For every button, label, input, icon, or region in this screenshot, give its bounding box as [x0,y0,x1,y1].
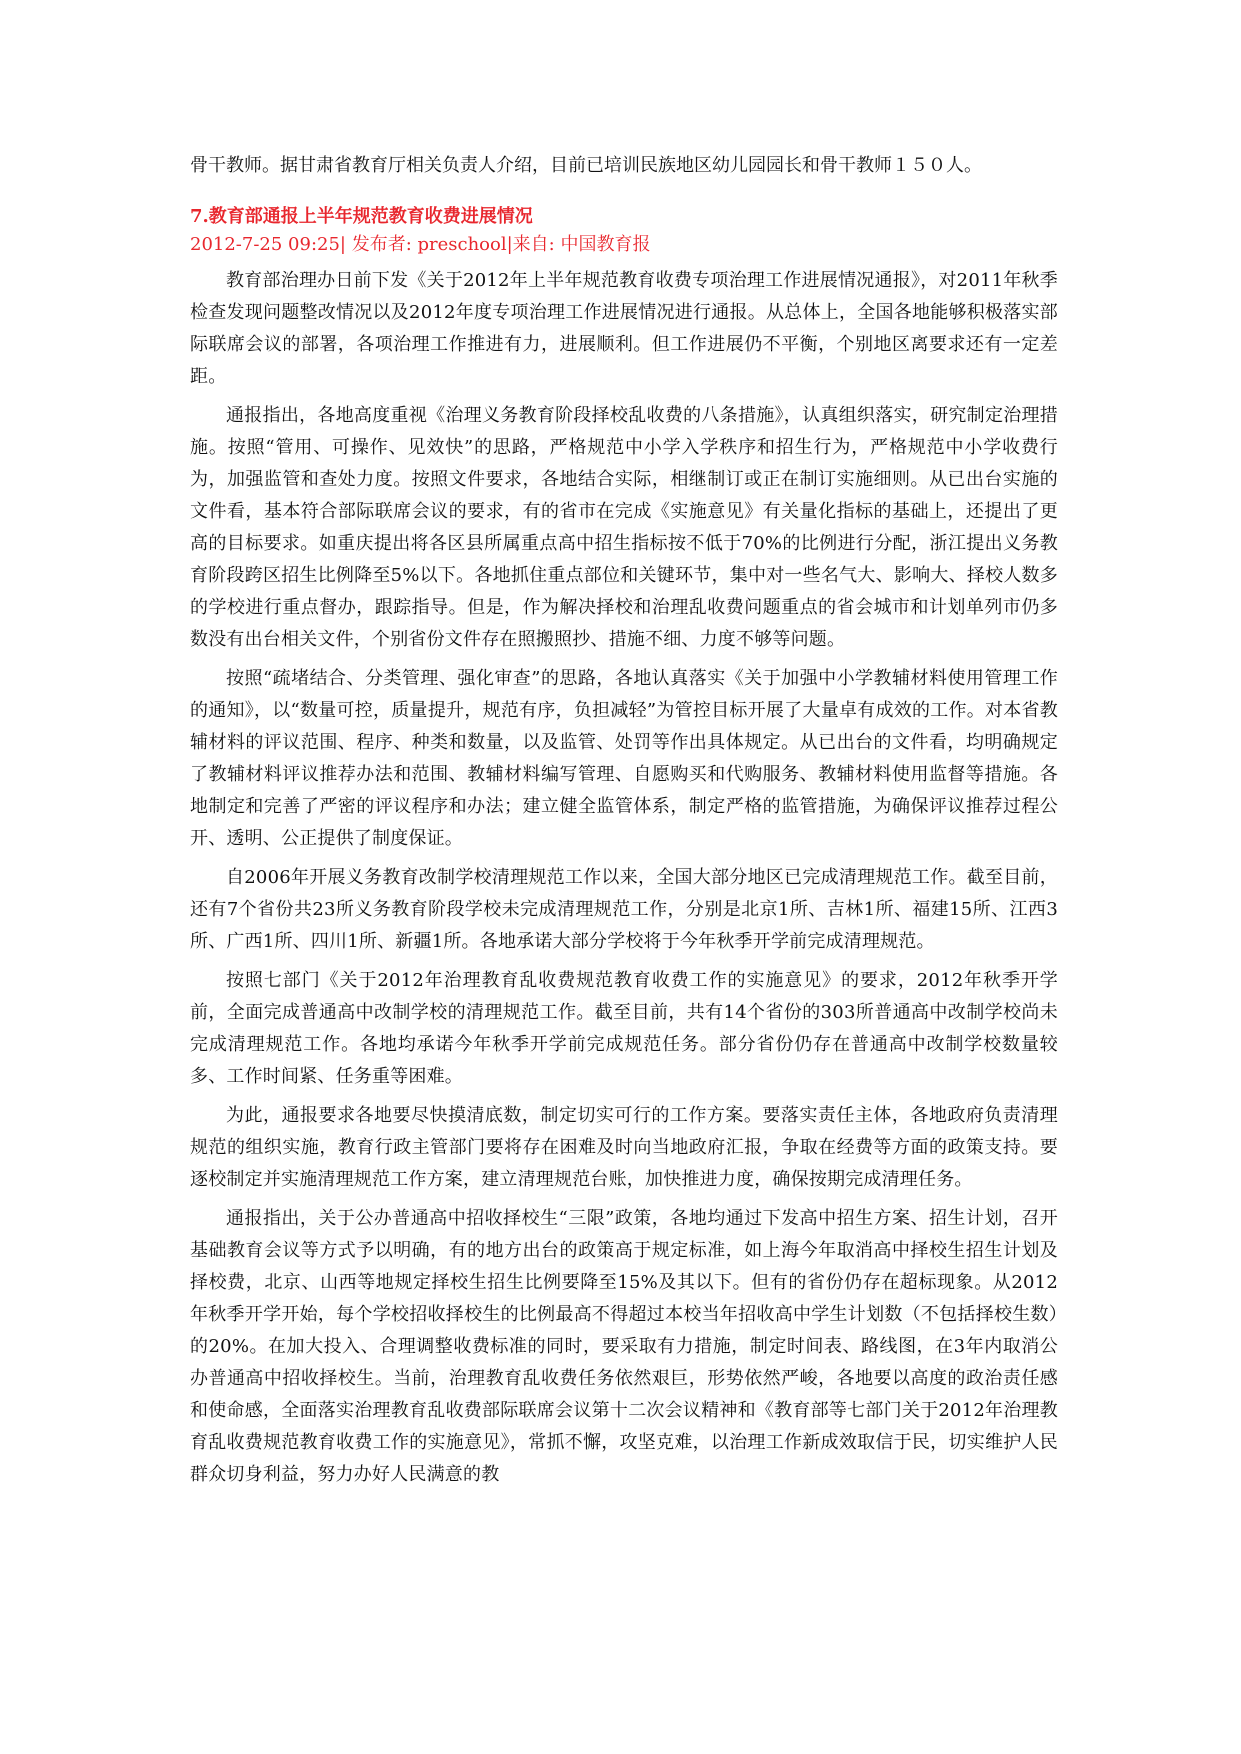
article-title: 7.教育部通报上半年规范教育收费进展情况 [190,206,533,227]
article-paragraph: 为此，通报要求各地要尽快摸清底数，制定切实可行的工作方案。要落实责任主体，各地政府负责清理规范的组织实施，教育行政主管部门要将存在困难及时向当地政府汇报，争取在经费等方面的政策支持。要逐校制定并实施清理规范工作方案，建立清理规范台账，加快推进力度，确保按期完成清理任务。 [190,1105,1058,1190]
lead-paragraph: 骨干教师。据甘肃省教育厅相关负责人介绍，目前已培训民族地区幼儿园园长和骨干教师１５０人。 [190,155,982,176]
document-page [190,150,1058,1498]
article-paragraph: 通报指出，关于公办普通高中招收择校生“三限”政策，各地均通过下发高中招生方案、招生计划，召开基础教育会议等方式予以明确，有的地方出台的政策高于规定标准，如上海今年取消高中择校生招生计划及择校费，北京、山西等地规定择校生招生比例要降至15%及其以下。但有的省份仍存在超标现象。从2012年秋季开学开始，每个学校招收择校生的比例最高不得超过本校当年招收高中学生计划数（不包括择校生数）的20%。在加大投入、合理调整收费标准的同时，要采取有力措施，制定时间表、路线图，在3年内取消公办普通高中招收择校生。当前，治理教育乱收费任务依然艰巨，形势依然严峻，各地要以高度的政治责任感和使命感，全面落实治理教育乱收费部际联席会议第十二次会议精神和《教育部等七部门关于2012年治理教育乱收费规范教育收费工作的实施意见》，常抓不懈，攻坚克难，以治理工作新成效取信于民，切实维护人民群众切身利益，努力办好人民满意的教 [190,1208,1058,1485]
article-paragraph: 按照“疏堵结合、分类管理、强化审查”的思路，各地认真落实《关于加强中小学教辅材料使用管理工作的通知》，以“数量可控，质量提升，规范有序，负担减轻”为管控目标开展了大量卓有成效的工作。对本省教辅材料的评议范围、程序、种类和数量，以及监管、处罚等作出具体规定。从已出台的文件看，均明确规定了教辅材料评议推荐办法和范围、教辅材料编写管理、自愿购买和代购服务、教辅材料使用监督等措施。各地制定和完善了严密的评议程序和办法；建立健全监管体系，制定严格的监管措施，为确保评议推荐过程公开、透明、公正提供了制度保证。 [190,668,1058,849]
article-paragraph: 教育部治理办日前下发《关于2012年上半年规范教育收费专项治理工作进展情况通报》，对2011年秋季检查发现问题整改情况以及2012年度专项治理工作进展情况进行通报。从总体上，全国各地能够积极落实部际联席会议的部署，各项治理工作推进有力，进展顺利。但工作进展仍不平衡，个别地区离要求还有一定差距。 [190,270,1058,387]
article-paragraph: 通报指出，各地高度重视《治理义务教育阶段择校乱收费的八条措施》，认真组织落实，研究制定治理措施。按照“管用、可操作、见效快”的思路，严格规范中小学入学秩序和招生行为，严格规范中小学收费行为，加强监管和查处力度。按照文件要求，各地结合实际，相继制订或正在制订实施细则。从已出台实施的文件看，基本符合部际联席会议的要求，有的省市在完成《实施意见》有关量化指标的基础上，还提出了更高的目标要求。如重庆提出将各区县所属重点高中招生指标按不低于70%的比例进行分配，浙江提出义务教育阶段跨区招生比例降至5%以下。各地抓住重点部位和关键环节，集中对一些名气大、影响大、择校人数多的学校进行重点督办，跟踪指导。但是，作为解决择校和治理乱收费问题重点的省会城市和计划单列市仍多数没有出台相关文件，个别省份文件存在照搬照抄、措施不细、力度不够等问题。 [190,405,1058,650]
article-paragraph: 按照七部门《关于2012年治理教育乱收费规范教育收费工作的实施意见》的要求，2012年秋季开学前，全面完成普通高中改制学校的清理规范工作。截至目前，共有14个省份的303所普通高中改制学校尚未完成清理规范工作。各地均承诺今年秋季开学前完成规范任务。部分省份仍存在普通高中改制学校数量较多、工作时间紧、任务重等困难。 [190,970,1058,1087]
article-meta: 2012-7-25 09:25| 发布者: preschool|来自: 中国教育报 [190,234,651,255]
article-paragraph: 自2006年开展义务教育改制学校清理规范工作以来，全国大部分地区已完成清理规范工作。截至目前，还有7个省份共23所义务教育阶段学校未完成清理规范工作，分别是北京1所、吉林1所、福建15所、江西3所、广西1所、四川1所、新疆1所。各地承诺大部分学校将于今年秋季开学前完成清理规范。 [190,867,1058,952]
